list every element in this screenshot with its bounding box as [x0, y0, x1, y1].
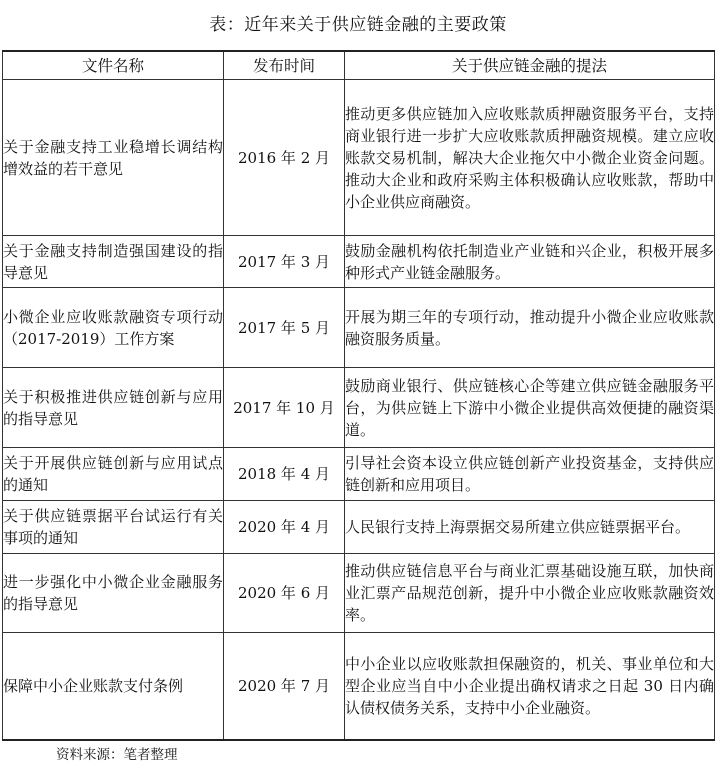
row-policy-content: 中小企业以应收账款担保融资的，机关、事业单位和大型企业应当自中小企业提出确权请求之日起 30 日内确认债权债务关系，支持中小企业融资。 [345, 633, 715, 740]
policy-table [2, 50, 715, 741]
table-header-row [3, 51, 715, 80]
row-release-date: 2017 年 3 月 [224, 236, 345, 288]
row-policy-content: 推动供应链信息平台与商业汇票基础设施互联，加快商业汇票产品规范创新，提升中小微企业应收账款融资效率。 [345, 554, 715, 633]
row-policy-content: 鼓励金融机构依托制造业产业链和兴企业，积极开展多种形式产业链金融服务。 [345, 236, 715, 288]
table-caption: 表：近年来关于供应链金融的主要政策 [209, 15, 507, 35]
row-doc-name: 关于开展供应链创新与应用试点的通知 [3, 448, 224, 501]
row-release-date: 2020 年 6 月 [224, 554, 345, 633]
row-policy-content: 人民银行支持上海票据交易所建立供应链票据平台。 [345, 501, 715, 554]
table-row [3, 448, 715, 501]
row-release-date: 2016 年 2 月 [224, 80, 345, 236]
row-policy-content: 引导社会资本设立供应链创新产业投资基金，支持供应链创新和应用项目。 [345, 448, 715, 501]
table-row [3, 368, 715, 448]
header-doc-name: 文件名称 [3, 51, 224, 80]
table-row [3, 80, 715, 236]
row-doc-name: 进一步强化中小微企业金融服务的指导意见 [3, 554, 224, 633]
header-release-date: 发布时间 [224, 51, 345, 80]
table-row [3, 288, 715, 368]
source-note: 资料来源：笔者整理 [56, 747, 178, 763]
row-doc-name: 关于金融支持工业稳增长调结构增效益的若干意见 [3, 80, 224, 236]
row-doc-name: 小微企业应收账款融资专项行动（2017-2019）工作方案 [3, 288, 224, 368]
row-doc-name: 关于积极推进供应链创新与应用的指导意见 [3, 368, 224, 448]
row-release-date: 2017 年 5 月 [224, 288, 345, 368]
row-policy-content: 鼓励商业银行、供应链核心企等建立供应链金融服务平台，为供应链上下游中小微企业提供高效便捷的融资渠道。 [345, 368, 715, 448]
table-row [3, 554, 715, 633]
row-release-date: 2020 年 4 月 [224, 501, 345, 554]
row-doc-name: 保障中小企业账款支付条例 [3, 633, 224, 740]
table-row [3, 236, 715, 288]
row-release-date: 2018 年 4 月 [224, 448, 345, 501]
header-policy-content: 关于供应链金融的提法 [345, 51, 715, 80]
table-row [3, 633, 715, 740]
row-policy-content: 开展为期三年的专项行动，推动提升小微企业应收账款融资服务质量。 [345, 288, 715, 368]
row-doc-name: 关于金融支持制造强国建设的指导意见 [3, 236, 224, 288]
row-policy-content: 推动更多供应链加入应收账款质押融资服务平台，支持商业银行进一步扩大应收账款质押融资规模。建立应收账款交易机制，解决大企业拖欠中小微企业资金问题。推动大企业和政府采购主体积极确认应收账款，帮助中小企业供应商融资。 [345, 80, 715, 236]
row-release-date: 2017 年 10 月 [224, 368, 345, 448]
row-release-date: 2020 年 7 月 [224, 633, 345, 740]
table-row [3, 501, 715, 554]
row-doc-name: 关于供应链票据平台试运行有关事项的通知 [3, 501, 224, 554]
